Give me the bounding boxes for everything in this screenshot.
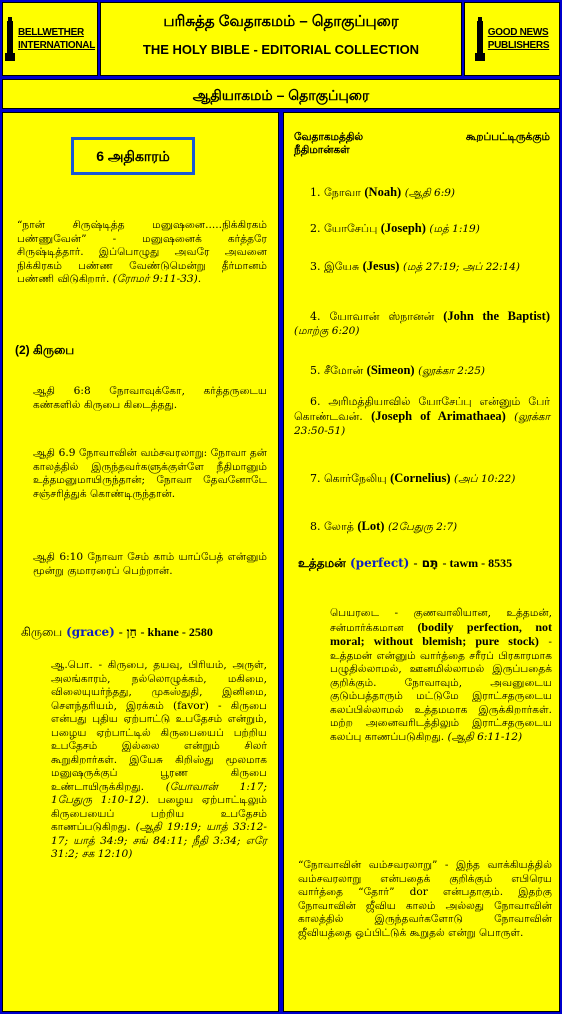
section-title-bar bbox=[2, 79, 560, 109]
grace-english: (grace) bbox=[66, 625, 115, 639]
intro-text: “நான் சிருஷ்டித்த மனுஷனை.....நிக்கிரகம் பண்ணுவேன்” - மனுஷனைக் கர்த்தரே சிருஷ்டித்தார். இப்பொழுது அவரே அவனை நிக்கிரகம் பண்ண வேண்டுமென்று தீர்மானம் பண்ணி விடுகிறார். bbox=[17, 219, 267, 285]
page-title-english: THE HOLY BIBLE - EDITORIAL COLLECTION bbox=[142, 42, 420, 57]
tower-icon bbox=[5, 17, 15, 61]
grace-label: கிருபை bbox=[21, 625, 63, 639]
tower-icon bbox=[475, 17, 485, 61]
grace-heading: (2) கிருபை bbox=[15, 343, 75, 357]
intro-reference: (ரோமர் 9:11-33). bbox=[112, 273, 202, 285]
grace-ref-2: (ஆதி 19:19; யாத் 33:12-17; யாத் 34:9; சங் 84:11; நீதி 3:34; எரே 31:2; சக 12:10) bbox=[51, 821, 267, 860]
grace-text-2: பழைய ஏற்பாட்டிலும் கிருபையைப் பற்றிய உபதேசம் காணப்படுகிறது. bbox=[51, 794, 268, 833]
list-item: 7. கொர்நேலியு (Cornelius) (அப் 10:22) bbox=[310, 471, 516, 485]
intro-paragraph bbox=[17, 219, 267, 287]
logo-right-line2: PUBLISHERS bbox=[487, 40, 550, 51]
list-item: 5. சீமோன் (Simeon) (லூக்கா 2:25) bbox=[310, 363, 485, 377]
verse-6-10: ஆதி 6:10 நோவா சேம் காம் யாப்பேத் என்னும் மூன்று குமாரரைப் பெற்றான். bbox=[33, 551, 267, 577]
good-news-logo bbox=[464, 2, 560, 76]
perfect-text-1: பெயரடை - குணவாலியான, உத்தமன், சன்மார்க்கமான bbox=[330, 607, 552, 634]
grace-word-entry: கிருபை (grace) - חֵן - khane - 2580 bbox=[21, 625, 213, 639]
right-column bbox=[283, 112, 560, 1012]
closing-paragraph: “நோவாவின் வம்சவரலாறு” - இந்த வாக்கியத்தில் வம்சவரலாறு என்பதைக் குறிக்கும் எபிரெய வார்த்தை “தோர்” dor என்பதாகும். இதற்கு நோவாவின் ஜீவிய காலம் அல்லது நோவாவின் காலத்தில் இருந்தவர்களோடு நோவாவின் ஜீவியத்தை ஒப்பிட்டுக் கூறுதல் என்று பொருள். bbox=[298, 859, 552, 939]
righteous-men-heading bbox=[294, 131, 550, 157]
heading-word-1: வேதாகமத்தில் bbox=[294, 131, 364, 143]
logo-left-line1: BELLWETHER bbox=[17, 27, 84, 38]
perfect-english: (perfect) bbox=[350, 556, 410, 570]
perfect-text-2: - உத்தமன் என்னும் வார்த்தை சரீரப் பிரகாரமாக பழுதில்லாமல், ஊனமில்லாமல் இருப்பதைக் குறிக்கும். நோவாவும், அவனுடைய குடும்பத்தாரும் மட்டுமே இராட்சதருடைய கலப்பில்லாமல் உத்தமமாக இருக்கிறார்கள். மற்ற அனைவரிடத்திலும் இராட்சதருடைய கலப்பு காணப்படுகிறது. bbox=[330, 636, 552, 743]
grace-hebrew: חֵן bbox=[126, 625, 137, 639]
logo-right-line1: GOOD NEWS bbox=[487, 27, 549, 38]
perfect-word-entry: உத்தமன் (perfect) - תָּם - tawm - 8535 bbox=[298, 556, 513, 570]
perfect-reference: (ஆதி 6:11-12) bbox=[447, 730, 523, 743]
page-title-box bbox=[100, 2, 462, 76]
grace-ref-1: (யோவான் 1:17; 1பேதுரு 1:10-12). bbox=[51, 780, 267, 806]
left-column bbox=[2, 112, 279, 1012]
verse-6-8: ஆதி 6:8 நோவாவுக்கோ, கர்த்தருடைய கண்களில் கிருபை கிடைத்தது. bbox=[33, 385, 267, 411]
chapter-title: 6 அதிகாரம் bbox=[71, 137, 195, 175]
grace-definition bbox=[51, 659, 267, 862]
perfect-label: உத்தமன் bbox=[298, 556, 346, 570]
list-item: 6. அரிமத்தியாவில் யோசேப்பு என்னும் பேர் கொண்டவன். (Joseph of Arimathaea) (லூக்கா 23:50-51) bbox=[294, 395, 551, 437]
verse-6-9: ஆதி 6.9 நோவாவின் வம்சவரலாறு: நோவா தன் காலத்தில் இருந்தவர்களுக்குள்ளே நீதிமானும் உத்தமனுமாயிருந்தான்; நோவா தேவனோடே சஞ்சரித்துக் கொண்டிருந்தான். bbox=[33, 447, 267, 500]
heading-word-2: கூறப்பட்டிருக்கும் bbox=[465, 131, 550, 143]
perfect-hebrew: תָּם bbox=[421, 556, 439, 570]
perfect-definition bbox=[330, 607, 552, 744]
heading-line-2: நீதிமான்கள் bbox=[294, 144, 350, 156]
list-item: 3. இயேசு (Jesus) (மத் 27:19; அப் 22:14) bbox=[310, 259, 520, 273]
logo-left-line2: INTERNATIONAL bbox=[17, 40, 96, 51]
bellwether-logo bbox=[2, 2, 98, 76]
perfect-bold: (bodily perfection, not moral; without blemish; pure stock) bbox=[330, 619, 552, 648]
grace-strongs: - khane - 2580 bbox=[140, 625, 213, 639]
list-item: 2. யோசேப்பு (Joseph) (மத் 1:19) bbox=[310, 221, 480, 235]
perfect-strongs: - tawm - 8535 bbox=[442, 556, 513, 570]
list-item: 4. யோவான் ஸ்நானன் (John the Baptist) (மாற்கு 6:20) bbox=[294, 309, 550, 337]
page-title-tamil: பரிசுத்த வேதாகமம் – தொகுப்புரை bbox=[163, 13, 399, 30]
list-item: 8. லோத் (Lot) (2பேதுரு 2:7) bbox=[310, 519, 458, 533]
section-title: ஆதியாகமம் – தொகுப்புரை bbox=[192, 87, 370, 103]
list-item: 1. நோவா (Noah) (ஆதி 6:9) bbox=[310, 185, 456, 199]
grace-text: ஆ.பொ. - கிருபை, தயவு, பிரியம், அருள், அலங்காரம், நல்லொழுக்கம், மகிமை, விலையுயர்ந்தது, முகஸ்துதி, இனிமை, சௌந்தரியம், இரக்கம் (favor) - கிருபை என்பது புதிய ஏற்பாட்டு உபதேசம் என்றும், பழைய ஏற்பாட்டில் கிருபையைப் பற்றிய உபதேசம் இல்லை என்றும் சிலர் கூறுகிறார்கள். இயேசு கிறிஸ்து மூலமாக மனுஷருக்குப் பூரண கிருபை உண்டாயிருக்கிறது. bbox=[51, 659, 267, 793]
